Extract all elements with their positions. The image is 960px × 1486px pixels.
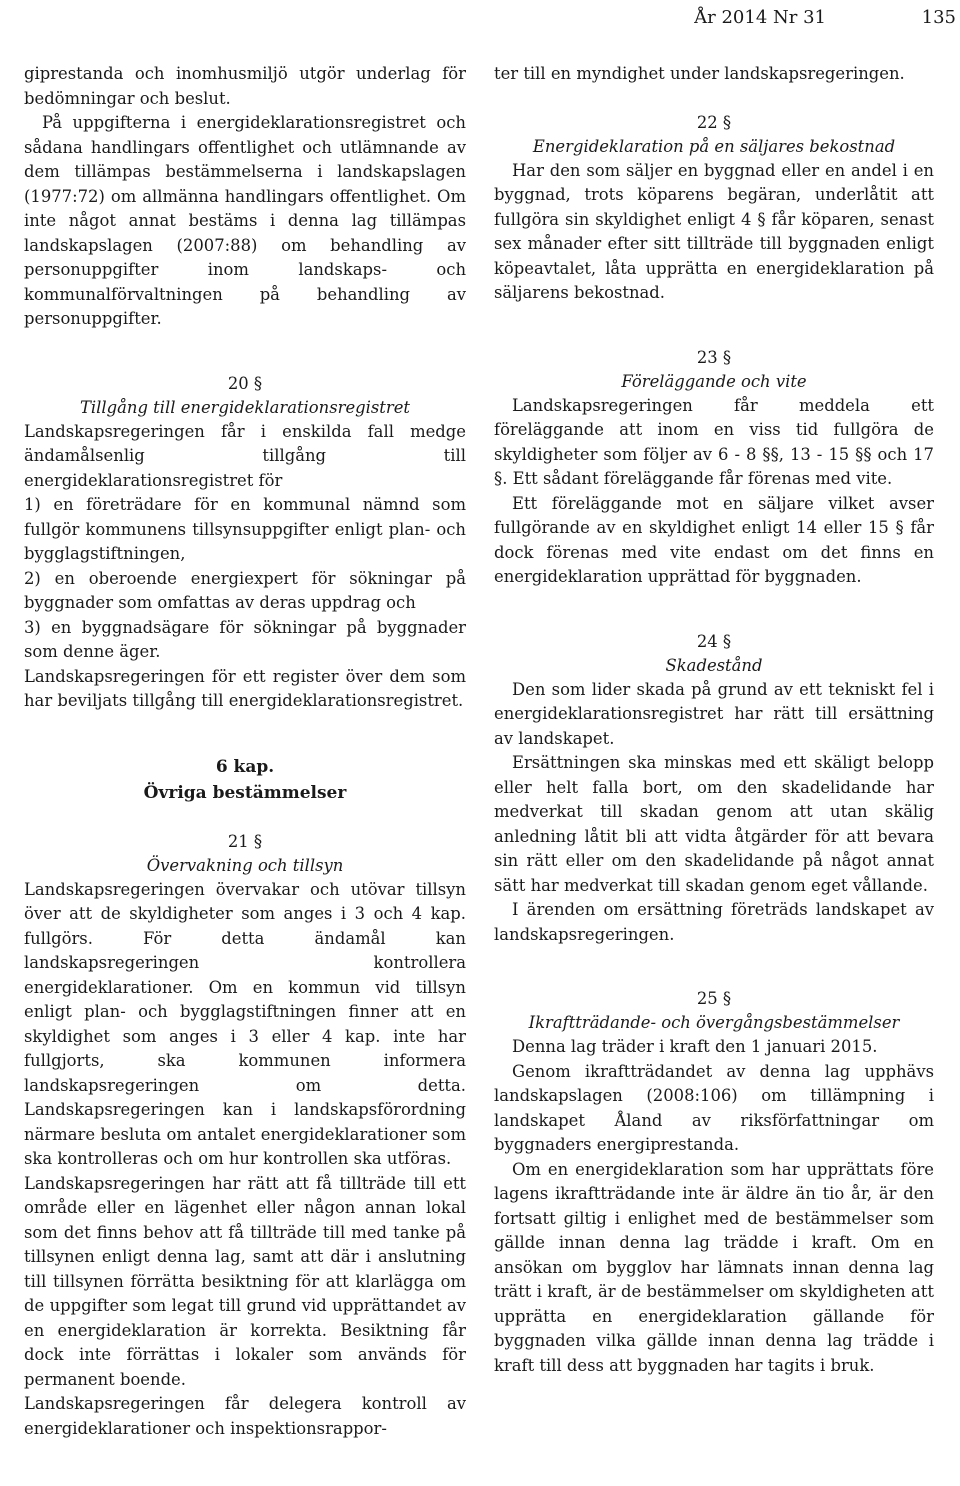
- paragraph: På uppgifterna i energideklarationsregistret och sådana handlingars offentlighet och utlämnande av dem tillämpas bestämmelserna i landskapslagen (1977:72) om allmänna handlingars offentlighet. Om inte något annat bestäms i denna lag tillämpas landskapslagen (2007:88) om behandling av personuppgifter inom landskaps- och kommunalförvaltningen på behandling av personuppgifter.: [24, 113, 466, 328]
- section-title: Föreläggande och vite: [621, 371, 807, 391]
- section-title: Tillgång till energideklarationsregistret: [79, 397, 411, 417]
- list-item: 3) en byggnadsägare för sökningar på byggnader som denne äger.: [24, 617, 466, 661]
- section-number: 24 §: [696, 631, 732, 651]
- paragraph: Ersättningen ska minskas med ett skäligt belopp eller helt falla bort, om den skadelidande har medverkat till skadan genom att utan skälig anledning låtit bli att vidta åtgärder för att bevara sin rätt eller om den skadelidande på något annat sätt har medverkat till skadan genom eget vållande.: [494, 753, 934, 895]
- section-number: 21 §: [227, 831, 263, 851]
- paragraph: Ett föreläggande mot en säljare vilket avser fullgörande av en skyldighet enligt 14 eller 15 § får dock förenas med vite endast om det finns en energideklaration upprättad för byggnaden.: [494, 493, 934, 586]
- paragraph: Om en energideklaration som har upprättats före lagens ikraftträdande inte är äldre än tio år, är den fortsatt giltig i enlighet med de bestämmelser som gällde innan denna lag trädde i kraft. Om en ansökan om bygglov har lämnats innan denna lag trätt i kraft, är de bestämmelser om skyldigheten att upprätta en energideklaration gällande för byggnaden vilka gällde innan denna lag trädde i kraft till dess att byggnaden har tagits i bruk.: [494, 1159, 934, 1375]
- paragraph: Genom ikraftträdandet av denna lag upphävs landskapslagen (2008:106) om tillämpning i landskapet Åland av riksförfattningar om byggnaders energiprestanda.: [494, 1061, 934, 1154]
- paragraph: Denna lag träder i kraft den 1 januari 2015.: [512, 1037, 878, 1056]
- section-number: 23 §: [696, 347, 732, 367]
- paragraph: I ärenden om ersättning företräds landskapet av landskapsregeringen.: [494, 900, 934, 944]
- section-heading-21: [24, 830, 466, 878]
- section-number: 20 §: [227, 373, 263, 393]
- section-title: Ikraftträdande- och övergångsbestämmelser: [528, 1013, 900, 1032]
- left-column: [24, 62, 466, 1441]
- paragraph: ter till en myndighet under landskapsregeringen.: [494, 64, 905, 83]
- section-heading-24: [494, 630, 934, 678]
- issue-label: År 2014 Nr 31: [694, 7, 826, 28]
- list-item: 2) en oberoende energiexpert för sökningar på byggnader som omfattas av deras uppdrag och: [24, 568, 466, 612]
- section-number: 22 §: [696, 112, 732, 132]
- section-heading-22: [494, 111, 934, 159]
- section-heading-23: [494, 346, 934, 394]
- paragraph: Landskapsregeringen har rätt att få tillträde till ett område eller en lägenhet eller någon annan lokal som det finns behov att få tillträde till med tanke på tillsynen enligt denna lag, samt att där i anslutning till tillsynen förrätta besiktning för att klarlägga om de uppgifter som legat till grund vid upprättandet av en energideklaration är korrekta. Besiktning får dock inte förrättas i lokaler som används för permanent boende.: [24, 1173, 466, 1389]
- section-heading-25: [494, 987, 934, 1035]
- paragraph: Har den som säljer en byggnad eller en andel i en byggnad, trots köparens begäran, underlåtit att fullgöra sin skyldighet enligt 4 § får köparen, senast sex månader efter sitt tillträde till byggnaden enligt köpeavtalet, låta upprätta en energideklaration på säljarens bekostnad.: [494, 160, 934, 302]
- chapter-heading: [24, 754, 466, 806]
- chapter-title: Övriga bestämmelser: [143, 782, 347, 803]
- section-title: Övervakning och tillsyn: [146, 855, 344, 875]
- right-column: [494, 62, 934, 1378]
- chapter-number: 6 kap.: [215, 756, 275, 777]
- paragraph: Landskapsregeringen övervakar och utövar tillsyn över att de skyldigheter som anges i 3 och 4 kap. fullgörs. För detta ändamål kan landskapsregeringen kontrollera energideklarationer. Om en kommun vid tillsyn enligt plan- och bygglagstiftningen finner att en skyldighet som anges i 3 eller 4 kap. inte har fullgjorts, ska kommunen informera landskapsregeringen om detta. Landskapsregeringen kan i landskapsförordning närmare besluta om antalet energideklarationer som ska kontrolleras och om hur kontrollen ska utföras.: [24, 879, 466, 1168]
- section-title: Energideklaration på en säljares bekostnad: [532, 136, 896, 156]
- list-item: 1) en företrädare för en kommunal nämnd som fullgör kommunens tillsynsuppgifter enligt plan- och bygglagstiftningen,: [24, 495, 466, 563]
- paragraph: Landskapsregeringen för ett register över dem som har beviljats tillgång till energideklarationsregistret.: [24, 666, 466, 710]
- section-heading-20: [24, 372, 466, 420]
- paragraph: Landskapsregeringen får i enskilda fall medge ändamålsenlig tillgång till energideklarationsregistret för: [24, 421, 466, 490]
- page-header: [0, 6, 960, 34]
- section-number: 25 §: [696, 989, 732, 1008]
- paragraph: Den som lider skada på grund av ett tekniskt fel i energideklarationsregistret har rätt till ersättning av landskapet.: [494, 679, 934, 748]
- section-title: Skadestånd: [665, 655, 763, 675]
- paragraph: Landskapsregeringen får delegera kontroll av energideklarationer och inspektionsrappor-: [24, 1394, 466, 1438]
- page-number: 135: [921, 7, 956, 28]
- paragraph: Landskapsregeringen får meddela ett föreläggande att inom en viss tid fullgöra de skyldigheter som följer av 6 - 8 §§, 13 - 15 §§ och 17 §. Ett sådant föreläggande får förenas med vite.: [494, 395, 934, 488]
- paragraph: giprestanda och inomhusmiljö utgör underlag för bedömningar och beslut.: [24, 64, 466, 108]
